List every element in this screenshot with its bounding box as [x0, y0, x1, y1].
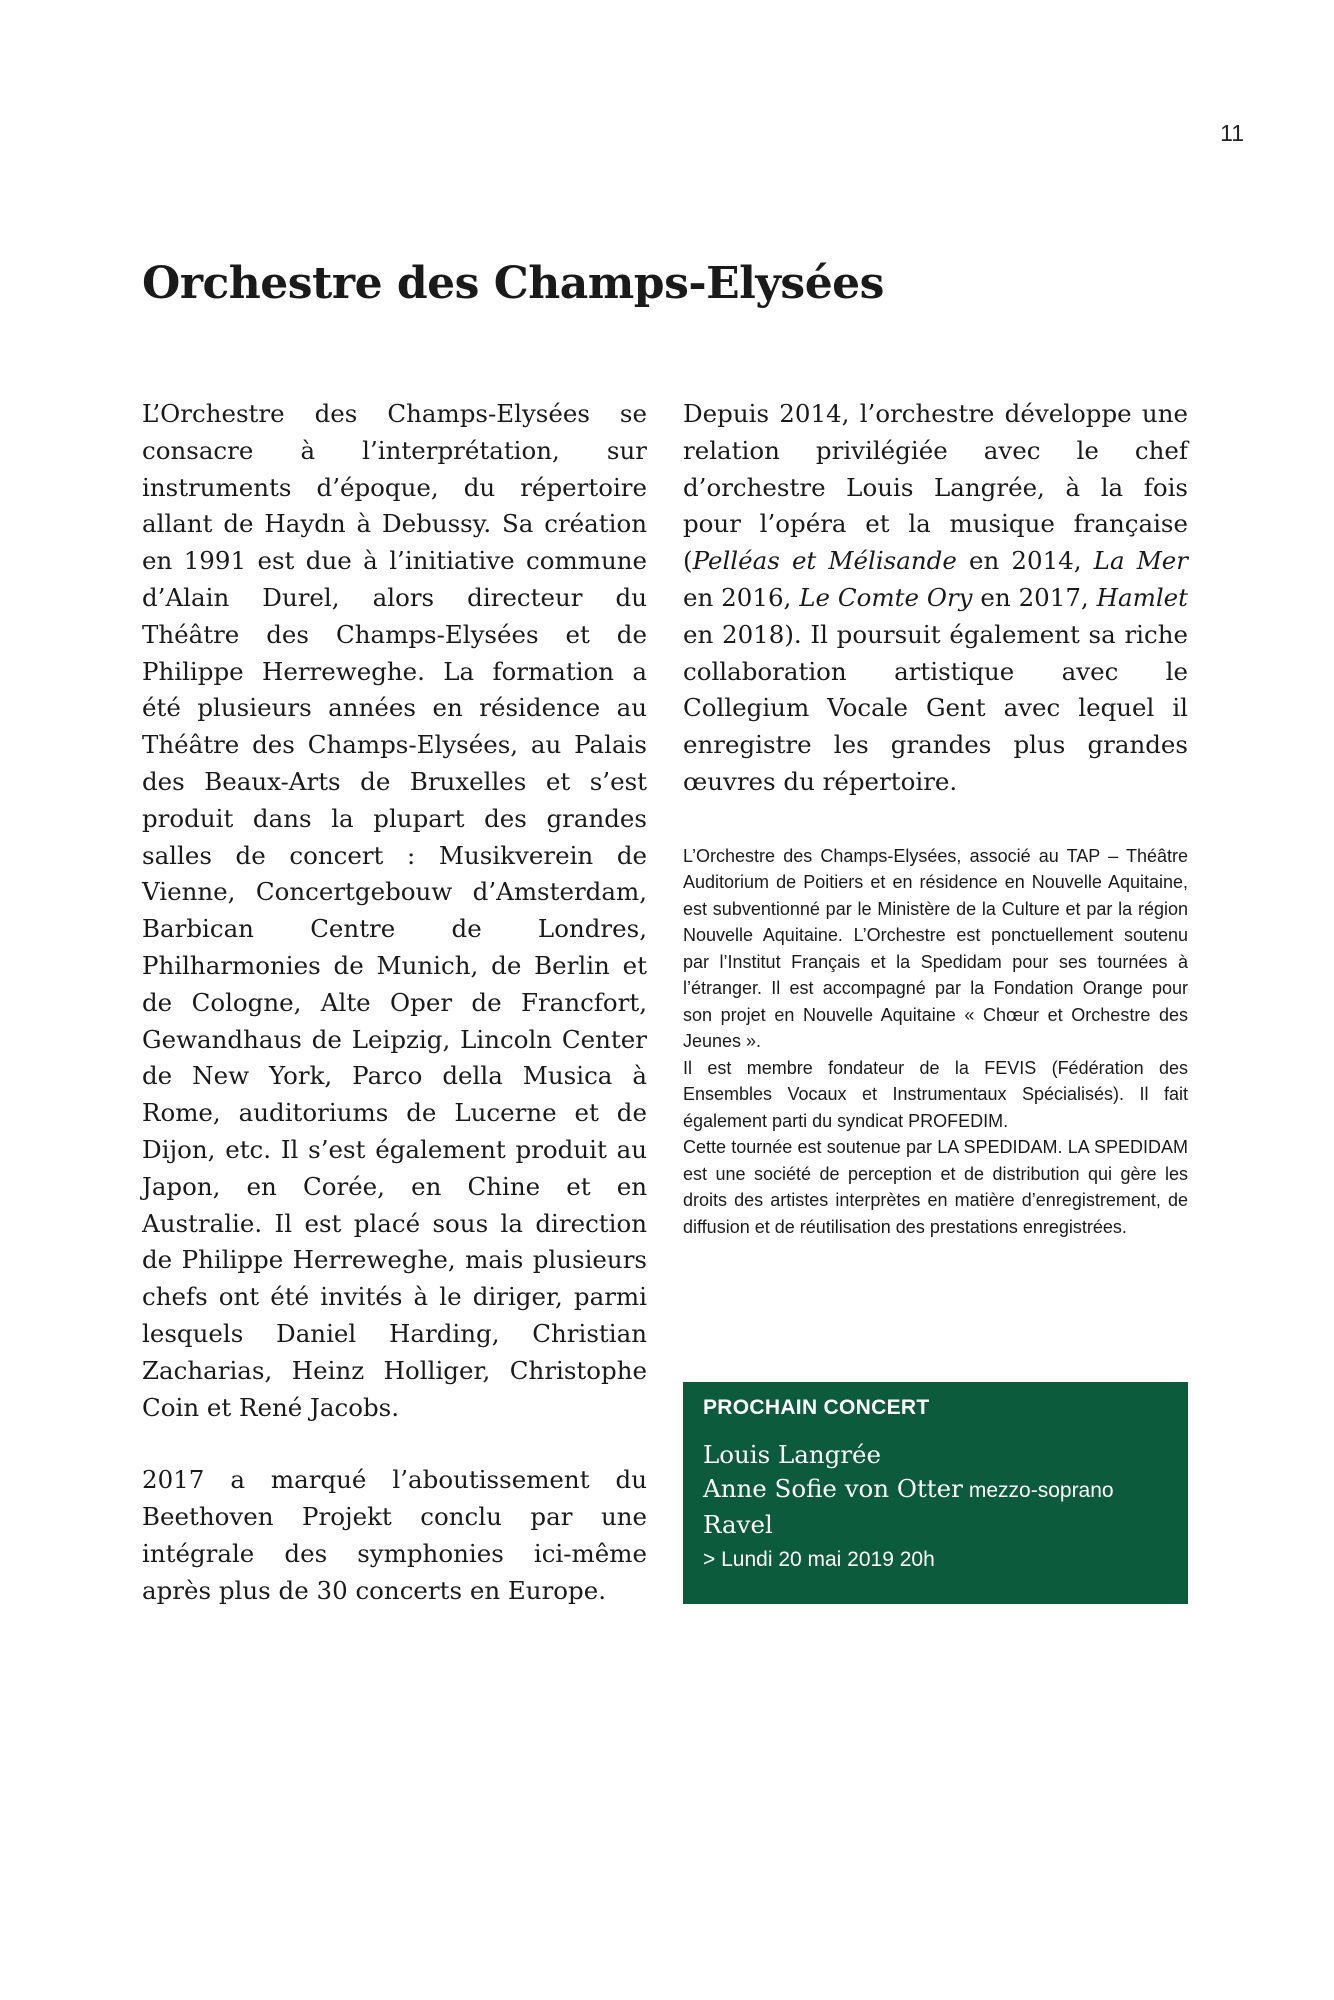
work-title: La Mer: [1093, 546, 1188, 576]
right-column: [683, 396, 1188, 1240]
work-title: Hamlet: [1096, 582, 1188, 612]
concert-conductor: Louis Langrée: [703, 1440, 882, 1469]
support-note-funding: L’Orchestre des Champs-Elysées, associé au TAP – Théâtre Auditorium de Poitiers et en résidence en Nouvelle Aquitaine, est subventionné par le Ministère de la Culture et par la région Nouvelle Aquitaine. L’Orchestre est ponctuellement soutenu par l’Institut Français et la Spedidam pour ses tournées à l’étranger. Il est accompagné par la Fondation Orange pour son projet en Nouvelle Aquitaine « Chœur et Orchestre des Jeunes ».: [683, 845, 1188, 1052]
work-title: Pelléas et Mélisande: [692, 546, 957, 576]
partnership-separator: en 2017,: [972, 582, 1097, 612]
partnership-separator: en 2016,: [683, 582, 800, 612]
biography-paragraph: L’Orchestre des Champs-Elysées se consacre à l’interprétation, sur instruments d’époque, du répertoire allant de Haydn à Debussy. Sa création en 1991 est due à l’initiative commune d’Alain Durel, alors directeur du Théâtre des Champs-Elysées et de Philippe Herreweghe. La formation a été plusieurs années en résidence au Théâtre des Champs-Elysées, au Palais des Beaux-Arts de Bruxelles et s’est produit dans la plupart des grandes salles de concert : Musikverein de Vienne, Concertgebouw d’Amsterdam, Barbican Centre de Londres, Philharmonies de Munich, de Berlin et de Cologne, Alte Oper de Francfort, Gewandhaus de Leipzig, Lincoln Center de New York, Parco della Musica à Rome, auditoriums de Lucerne et de Dijon, etc. Il s’est également produit au Japon, en Corée, en Chine et en Australie. Il est placé sous la direction de Philippe Herreweghe, mais plusieurs chefs ont été invités à le diriger, parmi lesquels Daniel Harding, Christian Zacharias, Heinz Holliger, Christophe Coin et René Jacobs.: [142, 399, 647, 1422]
support-note-fevis: Il est membre fondateur de la FEVIS (Fédération des Ensembles Vocaux et Instrumentaux Spécialisés). Il fait également parti du syndicat PROFEDIM.: [683, 1057, 1188, 1131]
partnership-separator: en 2014,: [956, 546, 1094, 576]
page-title: Orchestre des Champs-Elysées: [142, 258, 884, 309]
concert-date: > Lundi 20 mai 2019 20h: [703, 1548, 935, 1571]
support-note-spedidam: Cette tournée est soutenue par LA SPEDIDAM. LA SPEDIDAM est une société de perception et de distribution qui gère les droits des artistes interprètes en matière d’enregistrement, de diffusion et de réutilisation des prestations enregistrées.: [683, 1137, 1188, 1237]
concert-soloist-line: [703, 1472, 1168, 1508]
partnership-outro: en 2018). Il poursuit également sa riche collaboration artistique avec le Collegium Vocale Gent avec lequel il enregistre les grandes plus grandes œuvres du répertoire.: [683, 619, 1188, 796]
partnership-paragraph: [683, 396, 1188, 801]
page-number: 11: [1220, 120, 1244, 146]
next-concert-heading: PROCHAIN CONCERT: [703, 1396, 930, 1419]
concert-composer: Ravel: [703, 1510, 773, 1539]
work-title: Le Comte Ory: [799, 582, 973, 612]
concert-soloist: Anne Sofie von Otter: [703, 1474, 963, 1503]
partnership-intro: Depuis 2014, l’orchestre développe une relation privilégiée avec le chef d’orchestre Louis Langrée, à la fois pour l’opéra et la musique française (: [683, 399, 1188, 576]
beethoven-paragraph: 2017 a marqué l’aboutissement du Beethoven Projekt conclu par une intégrale des symphonies ici-même après plus de 30 concerts en Europe.: [142, 1465, 647, 1605]
next-concert-box: [683, 1382, 1188, 1604]
concert-soloist-role: mezzo-soprano: [968, 1479, 1114, 1502]
left-column: [142, 396, 647, 1610]
support-notes: [683, 843, 1188, 1241]
